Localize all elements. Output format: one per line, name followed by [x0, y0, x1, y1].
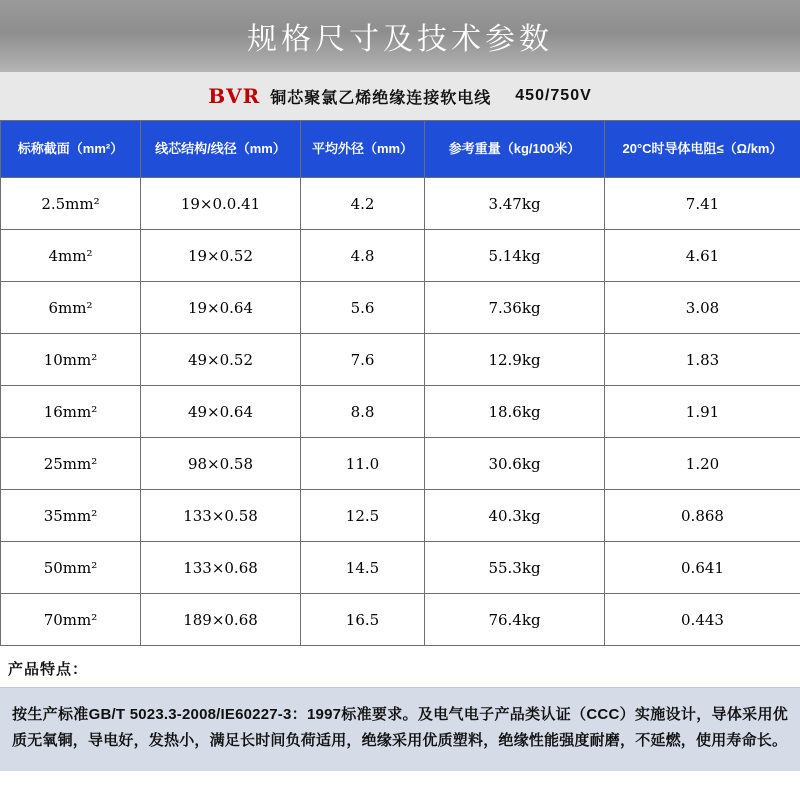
cell-resistance: 0.868 [605, 490, 800, 542]
cell-nominal-section: 10mm² [1, 334, 141, 386]
cell-weight: 40.3kg [425, 490, 605, 542]
cell-weight: 7.36kg [425, 282, 605, 334]
title-band [0, 0, 800, 72]
cell-outer-diameter: 11.0 [301, 438, 425, 490]
voltage-rating: 450/750V [515, 87, 592, 104]
cell-outer-diameter: 16.5 [301, 594, 425, 646]
cell-outer-diameter: 4.2 [301, 178, 425, 230]
cell-weight: 3.47kg [425, 178, 605, 230]
cell-core-structure: 19×0.52 [141, 230, 301, 282]
cell-nominal-section: 4mm² [1, 230, 141, 282]
table-row [1, 490, 800, 542]
features-body [0, 687, 800, 771]
cell-weight: 12.9kg [425, 334, 605, 386]
cell-core-structure: 133×0.58 [141, 490, 301, 542]
cell-outer-diameter: 12.5 [301, 490, 425, 542]
product-description: 铜芯聚氯乙烯绝缘连接软电线 [270, 89, 492, 107]
cell-resistance: 1.91 [605, 386, 800, 438]
page-title: 规格尺寸及技术参数 [247, 22, 553, 57]
cell-outer-diameter: 4.8 [301, 230, 425, 282]
cell-core-structure: 19×0.0.41 [141, 178, 301, 230]
cell-nominal-section: 16mm² [1, 386, 141, 438]
cell-core-structure: 49×0.52 [141, 334, 301, 386]
cell-core-structure: 133×0.68 [141, 542, 301, 594]
features-text: 按生产标准GB/T 5023.3-2008/IE60227-3：1997标准要求。及电气电子产品类认证（CCC）实施设计，导体采用优质无氧铜，导电好，发热小，满足长时间负荷适用，绝缘采用优质塑料，绝缘性能强度耐磨，不延燃，使用寿命长。 [12, 706, 788, 750]
subtitle-band [0, 72, 800, 120]
table-row [1, 334, 800, 386]
features-heading: 产品特点： [0, 646, 800, 687]
cell-outer-diameter: 14.5 [301, 542, 425, 594]
cell-outer-diameter: 8.8 [301, 386, 425, 438]
table-header-row [1, 121, 800, 178]
cell-resistance: 3.08 [605, 282, 800, 334]
column-header-core-structure: 线芯结构/线径（mm） [141, 121, 301, 178]
cell-weight: 5.14kg [425, 230, 605, 282]
table-row [1, 178, 800, 230]
cell-nominal-section: 25mm² [1, 438, 141, 490]
cell-nominal-section: 70mm² [1, 594, 141, 646]
table-row [1, 542, 800, 594]
cell-weight: 55.3kg [425, 542, 605, 594]
cell-resistance: 0.443 [605, 594, 800, 646]
cell-resistance: 0.641 [605, 542, 800, 594]
cell-core-structure: 98×0.58 [141, 438, 301, 490]
cell-weight: 30.6kg [425, 438, 605, 490]
column-header-average-outer-diameter: 平均外径（mm） [301, 121, 425, 178]
cell-nominal-section: 50mm² [1, 542, 141, 594]
cell-weight: 18.6kg [425, 386, 605, 438]
cell-nominal-section: 35mm² [1, 490, 141, 542]
cell-resistance: 7.41 [605, 178, 800, 230]
spec-table [0, 120, 800, 646]
cell-core-structure: 189×0.68 [141, 594, 301, 646]
cell-resistance: 1.83 [605, 334, 800, 386]
cell-nominal-section: 6mm² [1, 282, 141, 334]
table-row [1, 282, 800, 334]
column-header-conductor-resistance: 20°C时导体电阻≤（Ω/km） [605, 121, 800, 178]
column-header-reference-weight: 参考重量（kg/100米） [425, 121, 605, 178]
table-row [1, 386, 800, 438]
cell-core-structure: 49×0.64 [141, 386, 301, 438]
cell-outer-diameter: 7.6 [301, 334, 425, 386]
brand-label: BVR [208, 84, 261, 108]
cell-resistance: 1.20 [605, 438, 800, 490]
cell-resistance: 4.61 [605, 230, 800, 282]
cell-core-structure: 19×0.64 [141, 282, 301, 334]
table-row [1, 230, 800, 282]
table-row [1, 594, 800, 646]
cell-nominal-section: 2.5mm² [1, 178, 141, 230]
table-row [1, 438, 800, 490]
cell-weight: 76.4kg [425, 594, 605, 646]
cell-outer-diameter: 5.6 [301, 282, 425, 334]
column-header-nominal-section: 标称截面（mm²） [1, 121, 141, 178]
